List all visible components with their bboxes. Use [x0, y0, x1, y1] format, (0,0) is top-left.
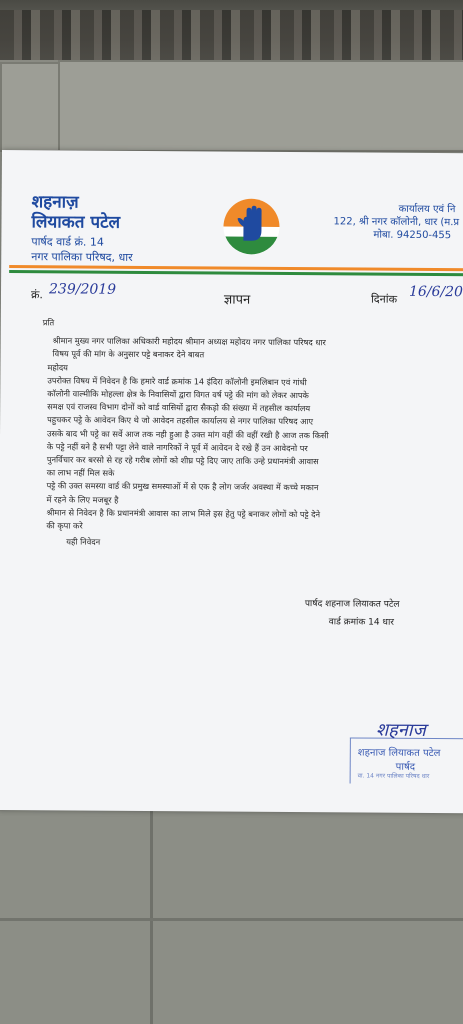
body-line: का लाभ नहीं मिल सके [46, 467, 115, 479]
letterhead-name-line1: शहनाज़ [31, 192, 79, 213]
pavement-slab-left [0, 62, 60, 152]
body-line: पट्टे की उक्त समस्या वार्ड की प्रमुख समस्याओं में से एक है लोग जर्जर अवस्था में कच्चे मकान [46, 480, 319, 493]
letterhead-council: नगर पालिका परिषद, धार [31, 250, 133, 264]
letterhead-address: 122, श्री नगर कॉलोनी, धार (म.प्र [333, 216, 460, 229]
signatory-name: पार्षद शहनाज लियाकत पटेल [304, 599, 400, 610]
letterhead-ward: पार्षद वार्ड क्रं. 14 [31, 235, 104, 249]
body-line: यही निवेदन [66, 536, 101, 547]
body-line: विषय पूर्व की मांग के अनुसार पट्टे बनाकर देने बाबत [52, 348, 205, 360]
signatory-ward: वार्ड क्रमांक 14 धार [328, 617, 395, 628]
pavement-slab-right [58, 60, 463, 152]
ref-number: 239/2019 [48, 281, 117, 298]
handwritten-signature: शहनाज [375, 719, 426, 741]
body-line: में रहने के लिए मजबूर है [46, 493, 119, 505]
letter-body [42, 316, 463, 551]
pavement-bottom [0, 808, 463, 1024]
body-line: श्रीमान से निवेदन है कि प्रधानमंत्री आवास का लाभ मिले इस हेतु पट्टे बनाकर लोगों को पट्टे देने [46, 507, 321, 520]
ref-label: क्रं. [30, 288, 43, 302]
stamp-footer: वा. 14 नगर पालिका परिषद धार [357, 772, 430, 780]
letterhead-stripe-green [9, 270, 463, 276]
letterhead-office: कार्यालय एवं नि [398, 203, 456, 216]
body-line: की कृपा करे [46, 520, 83, 531]
letter-paper [0, 150, 463, 813]
body-line: उसके बाद भी पट्टे का सर्वे आज तक नही हुआ है उक्त मांग वहीं की वहीं रखी है आज तक किसी [46, 427, 329, 440]
letterhead-name-line2: लियाकत पटेल [31, 212, 121, 233]
body-line: पुनर्विचार कर बरसो से रह रहे गरीब लोगों को शीघ्र पट्टे दिए जाए ताकि उन्हे प्रधानमंत्री आवास [46, 454, 319, 467]
stamp-name: शहनाज लियाकत पटेल [357, 747, 441, 760]
body-line: कॉलोनी वाल्मीकि मोहल्ला क्षेत्र के निवासियों द्वारा विगत वर्ष पट्टे की मांग को लेकर आपके [47, 388, 309, 401]
pavement-joint [0, 918, 463, 921]
body-line: समक्ष एवं राजस्व विभाग दोनों को वार्ड वासियों द्वारा सैकड़ो की संख्या में तहसील कार्यालय [47, 401, 311, 414]
body-line: श्रीमान मुख्य नगर पालिका अधिकारी महोदय श्रीमान अध्यक्ष महोदय नगर पालिका परिषद धार [52, 335, 326, 348]
stamp-title: पार्षद [395, 761, 416, 773]
date-label: दिनांक [370, 292, 398, 306]
letter-heading: ज्ञापन [223, 292, 251, 308]
date-value: 16/6/20 [408, 283, 463, 301]
pavement-top [0, 0, 463, 150]
body-line: के पट्टे नहीं बने है सभी पट्टा लेने वाले नागरिकों ने पूर्व में आवेदन दे रखे हैं उन आवेदनो पर [46, 441, 308, 453]
hand-symbol-logo-icon [221, 197, 281, 257]
letterhead-phone: मोबा. 94250-455 [373, 229, 452, 242]
pavement-joint [150, 808, 153, 1024]
body-line: पहुचकर पट्टे के आवेदन किए थे जो आवेदन तहसील कार्यालय से नगर पालिका परिषद आए [47, 414, 314, 427]
body-line: महोदय [47, 361, 68, 373]
body-line: उपरोक्त विषय में निवेदन है कि हमारे वार्ड क्रमांक 14 इंदिरा कॉलोनी इमलिबान एवं गांधी [47, 375, 307, 387]
rubble-strip [0, 10, 463, 60]
body-line: प्रति [42, 317, 55, 328]
